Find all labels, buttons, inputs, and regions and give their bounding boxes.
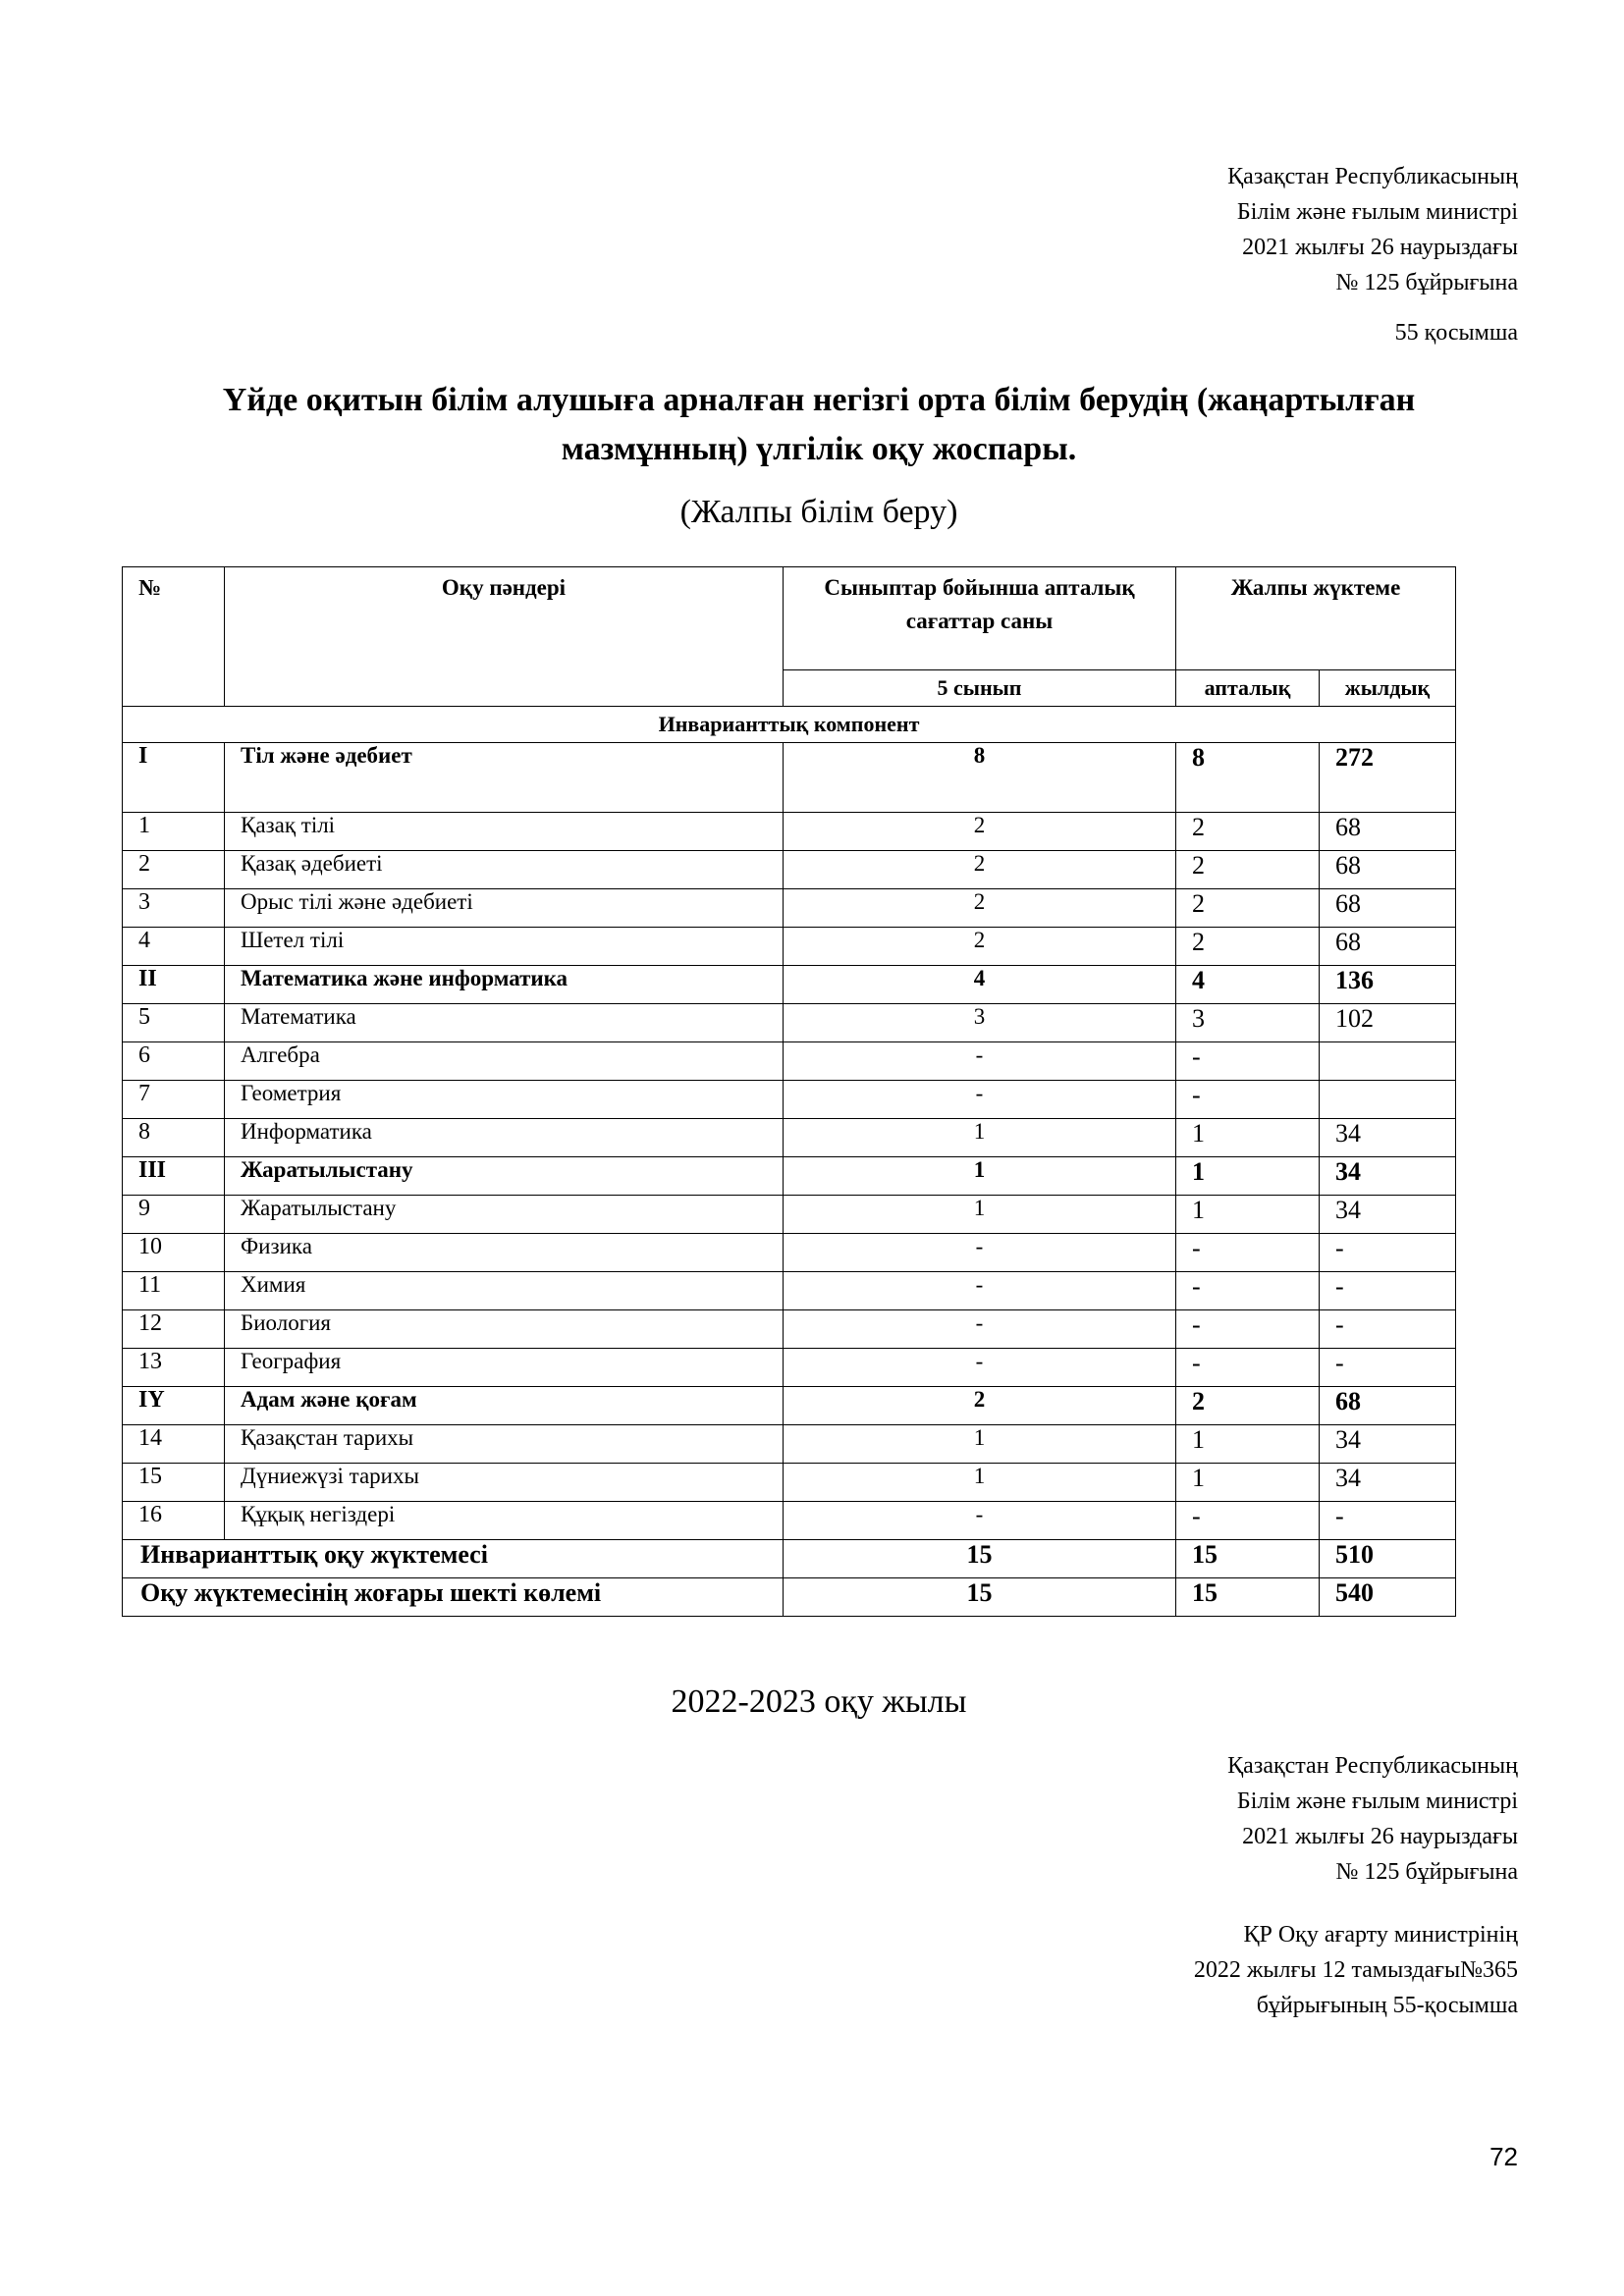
total-weekly: 15 bbox=[1176, 1540, 1320, 1578]
row-number: IY bbox=[123, 1387, 225, 1425]
grade-5-hours: 1 bbox=[784, 1119, 1176, 1157]
table-row bbox=[123, 928, 1456, 966]
total-label: Инварианттық оқу жүктемесі bbox=[123, 1540, 784, 1578]
total-yearly: 510 bbox=[1320, 1540, 1456, 1578]
document-subtitle: (Жалпы білім беру) bbox=[679, 494, 958, 530]
subject-name: Орыс тілі және әдебиеті bbox=[225, 889, 784, 928]
header-grade-5: 5 сынып bbox=[784, 670, 1176, 707]
row-number: II bbox=[123, 966, 225, 1004]
row-number: 2 bbox=[123, 851, 225, 889]
subject-name: Қазақ әдебиеті bbox=[225, 851, 784, 889]
grade-5-hours: - bbox=[784, 1234, 1176, 1272]
yearly-load: 34 bbox=[1320, 1464, 1456, 1502]
order-reference-bottom bbox=[1227, 1748, 1518, 1890]
subject-name: Геометрия bbox=[225, 1081, 784, 1119]
weekly-load: 2 bbox=[1176, 813, 1320, 851]
subject-name: Биология bbox=[225, 1310, 784, 1349]
subject-name: Информатика bbox=[225, 1119, 784, 1157]
table-row bbox=[123, 813, 1456, 851]
total-grade-5: 15 bbox=[784, 1540, 1176, 1578]
row-number: 11 bbox=[123, 1272, 225, 1310]
row-number: 7 bbox=[123, 1081, 225, 1119]
table-row bbox=[123, 1272, 1456, 1310]
yearly-load bbox=[1320, 1042, 1456, 1081]
grade-5-hours: 1 bbox=[784, 1196, 1176, 1234]
subject-name: Жаратылыстану bbox=[225, 1157, 784, 1196]
ministry-order-reference bbox=[1194, 1917, 1518, 2023]
weekly-load: 8 bbox=[1176, 743, 1320, 813]
weekly-load: 1 bbox=[1176, 1464, 1320, 1502]
page-number: 72 bbox=[1489, 2142, 1518, 2171]
grade-5-hours: - bbox=[784, 1502, 1176, 1540]
section-row bbox=[123, 743, 1456, 813]
grade-5-hours: 8 bbox=[784, 743, 1176, 813]
header-line: 2021 жылғы 26 наурыздағы bbox=[1242, 235, 1518, 260]
header-line: Қазақстан Республикасының bbox=[1227, 164, 1518, 189]
total-grade-5: 15 bbox=[784, 1578, 1176, 1617]
table-body bbox=[123, 707, 1456, 1617]
yearly-load: 272 bbox=[1320, 743, 1456, 813]
grade-5-hours: 2 bbox=[784, 851, 1176, 889]
yearly-load: 68 bbox=[1320, 851, 1456, 889]
table-row bbox=[123, 1081, 1456, 1119]
header-line: 2021 жылғы 26 наурыздағы bbox=[1242, 1824, 1518, 1849]
grade-5-hours: 1 bbox=[784, 1157, 1176, 1196]
yearly-load: 136 bbox=[1320, 966, 1456, 1004]
header-line: бұйрығының 55-қосымша bbox=[1256, 1993, 1518, 2018]
weekly-load: - bbox=[1176, 1272, 1320, 1310]
header-line: 2022 жылғы 12 тамыздағы№365 bbox=[1193, 1957, 1518, 1983]
subject-name: Жаратылыстану bbox=[225, 1196, 784, 1234]
curriculum-table bbox=[122, 566, 1456, 1617]
grade-5-hours: 1 bbox=[784, 1425, 1176, 1464]
grade-5-hours: - bbox=[784, 1272, 1176, 1310]
grade-5-hours: - bbox=[784, 1310, 1176, 1349]
weekly-load: 3 bbox=[1176, 1004, 1320, 1042]
yearly-load: - bbox=[1320, 1310, 1456, 1349]
grade-5-hours: 2 bbox=[784, 1387, 1176, 1425]
table-row bbox=[123, 1004, 1456, 1042]
weekly-load: 1 bbox=[1176, 1157, 1320, 1196]
table-row bbox=[123, 1234, 1456, 1272]
title-line: мазмұнның) үлгілік оқу жоспары. bbox=[561, 431, 1077, 467]
annex-label: 55 қосымша bbox=[1394, 320, 1518, 346]
total-row bbox=[123, 1578, 1456, 1617]
order-reference-top bbox=[1227, 159, 1518, 300]
row-number: III bbox=[123, 1157, 225, 1196]
weekly-load: 1 bbox=[1176, 1196, 1320, 1234]
row-number: 3 bbox=[123, 889, 225, 928]
table-row bbox=[123, 889, 1456, 928]
table-row bbox=[123, 1425, 1456, 1464]
row-number: 15 bbox=[123, 1464, 225, 1502]
yearly-load: 68 bbox=[1320, 1387, 1456, 1425]
subject-name: Тіл және әдебиет bbox=[225, 743, 784, 813]
yearly-load: 34 bbox=[1320, 1119, 1456, 1157]
row-number: I bbox=[123, 743, 225, 813]
row-number: 16 bbox=[123, 1502, 225, 1540]
yearly-load: - bbox=[1320, 1234, 1456, 1272]
yearly-load: 68 bbox=[1320, 813, 1456, 851]
yearly-load bbox=[1320, 1081, 1456, 1119]
grade-5-hours: - bbox=[784, 1349, 1176, 1387]
header-number: № bbox=[123, 567, 225, 707]
row-number: 13 bbox=[123, 1349, 225, 1387]
header-weekly-hours: Сыныптар бойынша апталық сағаттар саны bbox=[784, 567, 1176, 670]
yearly-load: 102 bbox=[1320, 1004, 1456, 1042]
row-number: 10 bbox=[123, 1234, 225, 1272]
yearly-load: 68 bbox=[1320, 928, 1456, 966]
row-number: 12 bbox=[123, 1310, 225, 1349]
table-row bbox=[123, 1042, 1456, 1081]
grade-5-hours: 4 bbox=[784, 966, 1176, 1004]
table-row bbox=[123, 1196, 1456, 1234]
header-total-load: Жалпы жүктеме bbox=[1176, 567, 1456, 670]
table-row bbox=[123, 1502, 1456, 1540]
section-row bbox=[123, 1157, 1456, 1196]
grade-5-hours: 1 bbox=[784, 1464, 1176, 1502]
weekly-load: - bbox=[1176, 1502, 1320, 1540]
subject-name: Қазақ тілі bbox=[225, 813, 784, 851]
row-number: 1 bbox=[123, 813, 225, 851]
yearly-load: 68 bbox=[1320, 889, 1456, 928]
weekly-load: - bbox=[1176, 1349, 1320, 1387]
header-line: № 125 бұйрығына bbox=[1335, 1859, 1518, 1885]
header-line: Қазақстан Республикасының bbox=[1227, 1753, 1518, 1779]
section-row bbox=[123, 1387, 1456, 1425]
academic-year: 2022-2023 оқу жылы bbox=[671, 1683, 967, 1720]
grade-5-hours: 2 bbox=[784, 928, 1176, 966]
yearly-load: 34 bbox=[1320, 1425, 1456, 1464]
table-row bbox=[123, 1464, 1456, 1502]
row-number: 14 bbox=[123, 1425, 225, 1464]
yearly-load: 34 bbox=[1320, 1196, 1456, 1234]
table-row bbox=[123, 1349, 1456, 1387]
row-number: 4 bbox=[123, 928, 225, 966]
grade-5-hours: 2 bbox=[784, 889, 1176, 928]
section-row bbox=[123, 966, 1456, 1004]
header-weekly: апталық bbox=[1176, 670, 1320, 707]
row-number: 9 bbox=[123, 1196, 225, 1234]
subject-name: Алгебра bbox=[225, 1042, 784, 1081]
subject-name: Математика bbox=[225, 1004, 784, 1042]
yearly-load: 34 bbox=[1320, 1157, 1456, 1196]
weekly-load: 2 bbox=[1176, 889, 1320, 928]
header-line: ҚР Оқу ағарту министрінің bbox=[1243, 1922, 1518, 1948]
subject-name: Химия bbox=[225, 1272, 784, 1310]
table-row bbox=[123, 851, 1456, 889]
weekly-load: 4 bbox=[1176, 966, 1320, 1004]
weekly-load: 2 bbox=[1176, 851, 1320, 889]
table-row bbox=[123, 1119, 1456, 1157]
yearly-load: - bbox=[1320, 1349, 1456, 1387]
weekly-load: - bbox=[1176, 1081, 1320, 1119]
grade-5-hours: 2 bbox=[784, 813, 1176, 851]
grade-5-hours: - bbox=[784, 1081, 1176, 1119]
table-row bbox=[123, 1310, 1456, 1349]
weekly-load: - bbox=[1176, 1234, 1320, 1272]
weekly-load: 1 bbox=[1176, 1119, 1320, 1157]
subject-name: Құқық негіздері bbox=[225, 1502, 784, 1540]
subject-name: Шетел тілі bbox=[225, 928, 784, 966]
weekly-load: 2 bbox=[1176, 928, 1320, 966]
subject-name: Математика және информатика bbox=[225, 966, 784, 1004]
weekly-load: - bbox=[1176, 1310, 1320, 1349]
header-line: Білім және ғылым министрі bbox=[1236, 199, 1518, 225]
yearly-load: - bbox=[1320, 1502, 1456, 1540]
weekly-load: - bbox=[1176, 1042, 1320, 1081]
yearly-load: - bbox=[1320, 1272, 1456, 1310]
row-number: 6 bbox=[123, 1042, 225, 1081]
total-weekly: 15 bbox=[1176, 1578, 1320, 1617]
subject-name: Адам және қоғам bbox=[225, 1387, 784, 1425]
row-number: 5 bbox=[123, 1004, 225, 1042]
grade-5-hours: - bbox=[784, 1042, 1176, 1081]
row-number: 8 bbox=[123, 1119, 225, 1157]
title-line: Үйде оқитын білім алушыға арналған негізгі орта білім берудің (жаңартылған bbox=[222, 382, 1416, 418]
subject-name: Дүниежүзі тарихы bbox=[225, 1464, 784, 1502]
header-yearly: жылдық bbox=[1320, 670, 1456, 707]
header-line: № 125 бұйрығына bbox=[1335, 270, 1518, 295]
weekly-load: 2 bbox=[1176, 1387, 1320, 1425]
subject-name: Физика bbox=[225, 1234, 784, 1272]
header-subjects: Оқу пәндері bbox=[225, 567, 784, 707]
weekly-load: 1 bbox=[1176, 1425, 1320, 1464]
total-row bbox=[123, 1540, 1456, 1578]
subject-name: География bbox=[225, 1349, 784, 1387]
total-yearly: 540 bbox=[1320, 1578, 1456, 1617]
subject-name: Қазақстан тарихы bbox=[225, 1425, 784, 1464]
total-label: Оқу жүктемесінің жоғары шекті көлемі bbox=[123, 1578, 784, 1617]
document-title bbox=[122, 376, 1516, 474]
grade-5-hours: 3 bbox=[784, 1004, 1176, 1042]
header-line: Білім және ғылым министрі bbox=[1236, 1789, 1518, 1814]
component-row: Инварианттық компонент bbox=[123, 707, 1456, 743]
